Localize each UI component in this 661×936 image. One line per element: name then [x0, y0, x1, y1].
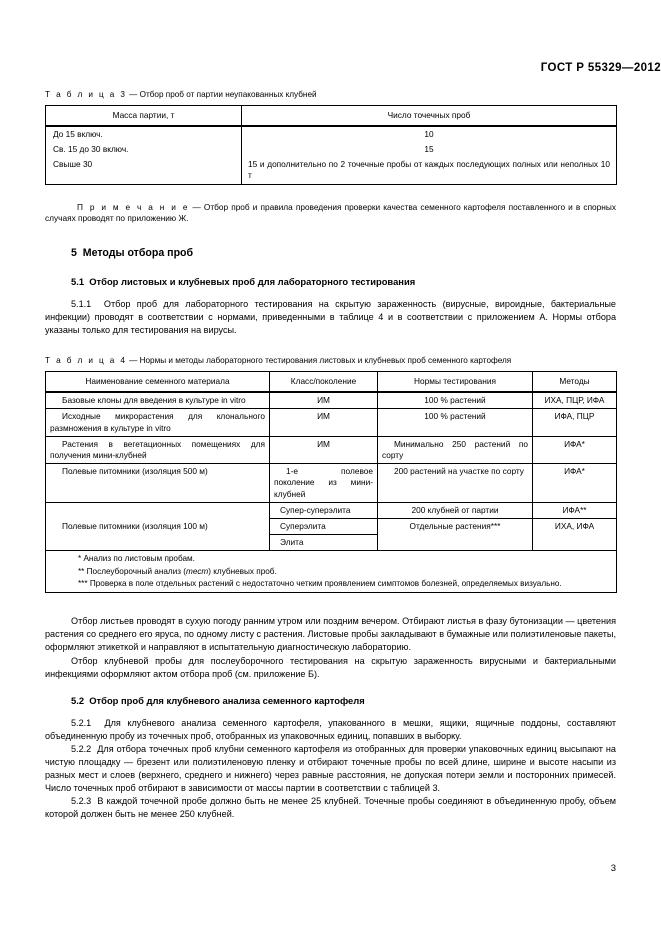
table4-header-methods: Методы [533, 372, 617, 393]
table3-caption [45, 90, 616, 101]
table3-cell-samples: 15 [242, 142, 617, 157]
paragraph-leaf-sampling: Отбор листьев проводят в сухую погоду ранним утром или поздним вечером. Отбирают листья в фазу бутонизации — цветения растения со среднего его яруса, по одному листу с растения. Листовые пробы закладывают в бумажные или полиэтиленовые пакеты, оформляют этикеткой и направляют в испытательную диагностическую лабораторию. [45, 616, 616, 653]
table-row [46, 502, 617, 518]
table4-cell-class: 1-е полевое поколение из мини-клубней [270, 464, 378, 503]
table-row [46, 464, 617, 503]
table4-footnote-2-italic: тест [186, 566, 209, 576]
table4-cell-methods: ИФА* [533, 436, 617, 463]
section-5-number: 5 [71, 247, 77, 260]
clause-5-2-number: 5.2 [71, 694, 85, 706]
paragraph-5-2-1 [45, 717, 616, 743]
paragraph-5-2-3-text: В каждой точечной пробе должно быть не менее 25 клубней. Точечные пробы соединяют в объединенную пробу, объем которой должен быть не менее 250 клубней. [45, 796, 616, 820]
standard-number-header: ГОСТ Р 55329—2012 [540, 62, 661, 74]
table4-cell-material: Исходные микрорастения для клонального размножения в культуре in vitro [46, 409, 270, 436]
note-text: Отбор проб и правила проведения проверки качества семенного картофеля поставленного и в спорных случаях проводят по приложению Ж. [45, 201, 616, 224]
table3-header-row [46, 105, 617, 126]
table4-cell-methods: ИФА* [533, 464, 617, 503]
table4-cell-class: Элита [270, 535, 378, 551]
table4-cell-class: Супер-суперэлита [270, 502, 378, 518]
table4-footnote-1-text: Анализ по листовым пробам. [83, 554, 195, 564]
table4-cell-material: Полевые питомники (изоляция 500 м) [46, 464, 270, 503]
table4-footnotes-cell [46, 551, 617, 593]
table4 [45, 371, 617, 593]
table4-cell-norms: 200 растений на участке по сорту [378, 464, 533, 503]
table4-cell-material: Базовые клоны для введения в культуре in vitro [46, 392, 270, 409]
table-row [46, 157, 617, 184]
paragraph-5-1-1 [45, 298, 616, 337]
table-row [46, 436, 617, 463]
table3-cell-mass: Свыше 30 [46, 157, 242, 184]
table4-cell-methods: ИХА, ПЦР, ИФА [533, 392, 617, 409]
table4-footnote-2-marker: ** [78, 566, 85, 576]
table4-cell-norms: Отдельные растения*** [378, 518, 533, 550]
section-5-heading [45, 247, 616, 259]
paragraph-5-2-2-number: 5.2.2 [71, 743, 92, 754]
table4-cell-methods: ИФА** [533, 502, 617, 518]
page-number: 3 [610, 863, 616, 874]
paragraph-5-1-1-number: 5.1.1 [71, 299, 92, 310]
table4-footnote-1-marker: * [78, 554, 82, 564]
table4-header-class: Класс/поколение [270, 372, 378, 393]
table4-footnote-2-text-before: Послеуборочный анализ ( [86, 566, 187, 576]
section-5-title: Методы отбора проб [82, 247, 194, 260]
table4-cell-class: ИМ [270, 436, 378, 463]
table4-cell-methods: ИХА, ИФА [533, 518, 617, 550]
table4-footnote-3-marker: *** [78, 578, 88, 588]
table3-cell-mass: До 15 включ. [46, 126, 242, 142]
table-row [46, 392, 617, 409]
table4-caption-title: Нормы и методы лабораторного тестирования листовых и клубневых проб семенного картофеля [139, 356, 512, 366]
table3-caption-dash: — [126, 90, 140, 99]
table4-cell-norms: 100 % растений [378, 409, 533, 436]
table4-header-material: Наименование семенного материала [46, 372, 270, 393]
table4-cell-norms: Минимально 250 растений по сорту [378, 436, 533, 463]
table4-footnote-2-text-after: ) клубневых проб. [208, 566, 277, 576]
table-row [46, 126, 617, 142]
table4-caption-dash: — [126, 356, 140, 366]
table4-cell-material: Растения в вегетационных помещениях для получения мини-клубней [46, 436, 270, 463]
table3-header-mass: Масса партии, т [46, 105, 242, 126]
table3-header-samples: Число точечных проб [242, 105, 617, 126]
table4-cell-class: ИМ [270, 409, 378, 436]
clause-5-1-title: Отбор листовых и клубневых проб для лабораторного тестирования [89, 276, 416, 288]
table4-cell-norms: 100 % растений [378, 392, 533, 409]
table-row [46, 142, 617, 157]
table4-footnote-1 [50, 553, 612, 565]
table-row [46, 409, 617, 436]
clause-5-2-heading [45, 695, 616, 706]
clause-5-2-title: Отбор проб для клубневого анализа семенного картофеля [89, 694, 365, 706]
clause-5-1-heading [45, 276, 616, 287]
paragraph-5-2-2-text: Для отбора точечных проб клубни семенного картофеля из отобранных для проверки упаковочных единиц высыпают на чистую площадку — брезент или полиэтиленовую пленку и отбирают точечные пробы по всей длине, ширине и высоте насыпи из разных мест и слоев (верхнего, среднего и нижнего) через равные расстояния, не допуская потери земли и посторонних примесей. Число точечных проб отбирают в зависимости от массы партии в соответствии с таблицей 3. [45, 743, 616, 794]
table4-caption [45, 356, 616, 367]
table4-footnote-3-text: Проверка в поле отдельных растений с недостаточно четким проявлением симптомов болезней, определяемых визуально. [89, 578, 562, 588]
note-label: П р и м е ч а н и е [77, 201, 190, 212]
table4-header-norms: Нормы тестирования [378, 372, 533, 393]
paragraph-5-2-1-number: 5.2.1 [71, 717, 92, 728]
paragraph-5-2-3 [45, 795, 616, 821]
paragraph-tuber-sampling: Отбор клубневой пробы для послеуборочного тестирования на скрытую зараженность вирусными и бактериальными инфекциями оформляют актом отбора проб (см. приложение Б). [45, 655, 616, 679]
table4-header-row [46, 372, 617, 393]
note-after-table3 [45, 202, 616, 226]
clause-5-1-number: 5.1 [71, 276, 85, 288]
table4-footnote-3 [50, 578, 612, 590]
table3-caption-label: Т а б л и ц а 3 [45, 90, 127, 99]
table3 [45, 105, 617, 185]
table4-caption-label: Т а б л и ц а 4 [45, 356, 127, 366]
paragraph-5-1-1-text: Отбор проб для лабораторного тестирования на скрытую зараженность (вирусные, вироидные, бактериальные инфекции) проводят в соответствии с нормами, приведенными в таблице 4 и в соответствии с приложением А. Нормы отбора указаны только для тестирования на вирусы. [45, 299, 616, 336]
table4-footnote-2 [50, 566, 612, 578]
paragraph-5-2-2 [45, 743, 616, 795]
table4-cell-class: Суперэлита [270, 518, 378, 534]
table3-cell-samples: 10 [242, 126, 617, 142]
paragraph-5-2-1-text: Для клубневого анализа семенного картофеля, упакованного в мешки, ящики, ящичные поддоны, составляют объединенную пробу из точечных проб, отобранных из упаковочных единиц, попавших в выборку. [45, 717, 616, 741]
table4-footnotes-row [46, 551, 617, 593]
table4-cell-norms: 200 клубней от партии [378, 502, 533, 518]
paragraph-5-2-3-number: 5.2.3 [71, 796, 92, 807]
table3-cell-samples: 15 и дополнительно по 2 точечные пробы от каждых последующих полных или неполных 10 т [242, 157, 617, 184]
table3-cell-mass: Св. 15 до 30 включ. [46, 142, 242, 157]
table4-cell-material: Полевые питомники (изоляция 100 м) [46, 502, 270, 551]
table4-cell-class: ИМ [270, 392, 378, 409]
note-dash: — [189, 201, 204, 212]
page-content [45, 90, 616, 821]
table4-cell-methods: ИФА, ПЦР [533, 409, 617, 436]
table3-caption-title: Отбор проб от партии неупакованных клубней [139, 90, 317, 99]
